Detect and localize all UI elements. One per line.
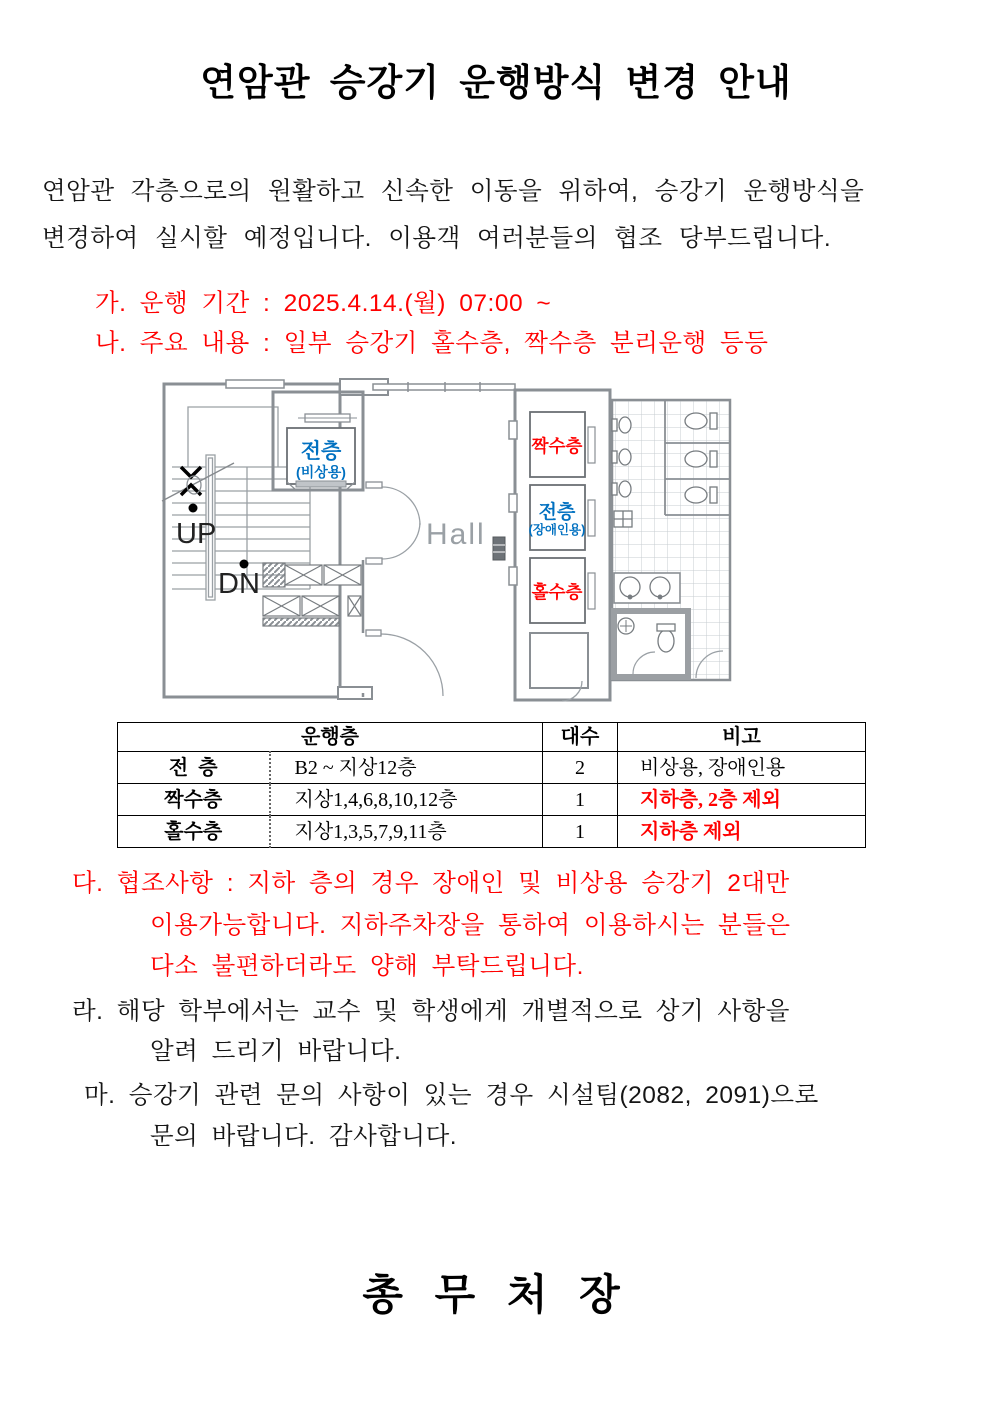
bottom-door <box>366 630 443 696</box>
item-da-cooperation-line3: 다소 불편하더라도 양해 부탁드립니다. <box>150 953 584 980</box>
header-unit-count: 대수 <box>543 723 618 752</box>
cell-floors: 지상1,3,5,7,9,11층 <box>270 816 543 848</box>
table-header-row <box>118 723 866 752</box>
cell-count: 1 <box>543 816 618 848</box>
intro-paragraph-line1: 연암관 각층으로의 원활하고 신속한 이동을 위하여, 승강기 운행방식을 <box>42 178 865 205</box>
cell-floors: 지상1,4,6,8,10,12층 <box>270 784 543 816</box>
odd-floor-elevator-label: 홀수층 <box>531 582 583 602</box>
header-operating-floors: 운행층 <box>118 723 543 752</box>
right-wing-lower-room <box>530 633 588 701</box>
cell-note: 지하층 제외 <box>618 816 866 848</box>
hall-pillar <box>493 537 505 560</box>
odd-floor-elevator <box>530 558 595 623</box>
item-ma-contact-line1: 마. 승강기 관련 문의 사항이 있는 경우 시설팀(2082, 2091)으로 <box>84 1082 819 1109</box>
toilet-icons <box>685 413 717 503</box>
item-ga-operation-period: 가. 운행 기간 : 2025.4.14.(월) 07:00 ~ <box>95 290 552 317</box>
signature-general-affairs-director: 총 무 처 장 <box>362 1271 630 1318</box>
cell-name: 짝수층 <box>118 784 270 816</box>
intro-paragraph-line2: 변경하여 실시할 예정입니다. 이용객 여러분들의 협조 당부드립니다. <box>42 225 832 252</box>
header-note: 비고 <box>618 723 866 752</box>
accessible-elevator-label-type: (장애인용) <box>528 523 586 537</box>
stairs-up-label: UP <box>176 518 217 550</box>
elevator-operation-table <box>117 722 866 848</box>
item-ra-notify-line1: 라. 해당 학부에서는 교수 및 학생에게 개별적으로 상기 사항을 <box>72 998 790 1025</box>
hall-label: Hall <box>426 518 486 551</box>
item-da-cooperation-line2: 이용가능합니다. 지하주차장을 통하여 이용하시는 분들은 <box>150 912 791 939</box>
even-floor-elevator <box>530 412 595 477</box>
stairs-down-label: DN <box>218 568 260 600</box>
cell-count: 1 <box>543 784 618 816</box>
cell-floors: B2 ~ 지상12층 <box>270 752 543 784</box>
accessible-toilet-room <box>614 611 688 677</box>
accessible-elevator-label-allfloors: 전층 <box>538 502 576 523</box>
table-row-odd-floors <box>118 816 866 848</box>
duct-shafts <box>263 563 361 626</box>
emergency-elevator <box>273 392 363 490</box>
table-row-all-floors <box>118 752 866 784</box>
item-da-cooperation-line1: 다. 협조사항 : 지하 층의 경우 장애인 및 비상용 승강기 2대만 <box>72 870 790 897</box>
restroom <box>612 400 730 680</box>
cell-name: 홀수층 <box>118 816 270 848</box>
top-corridor-wall <box>373 382 515 392</box>
item-ra-notify-line2: 알려 드리기 바랍니다. <box>150 1038 402 1065</box>
even-floor-elevator-label: 짝수층 <box>531 436 583 456</box>
emergency-elevator-label-type: (비상용) <box>296 464 346 480</box>
table-row-even-floors <box>118 784 866 816</box>
sink-counter <box>614 573 680 603</box>
page-title: 연암관 승강기 운행방식 변경 안내 <box>200 62 792 103</box>
item-ma-contact-line2: 문의 바랍니다. 감사합니다. <box>150 1123 458 1150</box>
floor-plan-svg <box>160 375 735 705</box>
cell-name: 전 층 <box>118 752 270 784</box>
cell-note: 지하층, 2층 제외 <box>618 784 866 816</box>
floor-plan-diagram <box>160 375 735 705</box>
cell-note: 비상용, 장애인용 <box>618 752 866 784</box>
cell-count: 2 <box>543 752 618 784</box>
accessible-elevator <box>529 485 595 550</box>
emergency-elevator-label-allfloors: 전층 <box>300 440 342 463</box>
item-na-main-content: 나. 주요 내용 : 일부 승강기 홀수층, 짝수층 분리운행 등등 <box>95 330 769 357</box>
hall-double-door <box>366 482 420 564</box>
